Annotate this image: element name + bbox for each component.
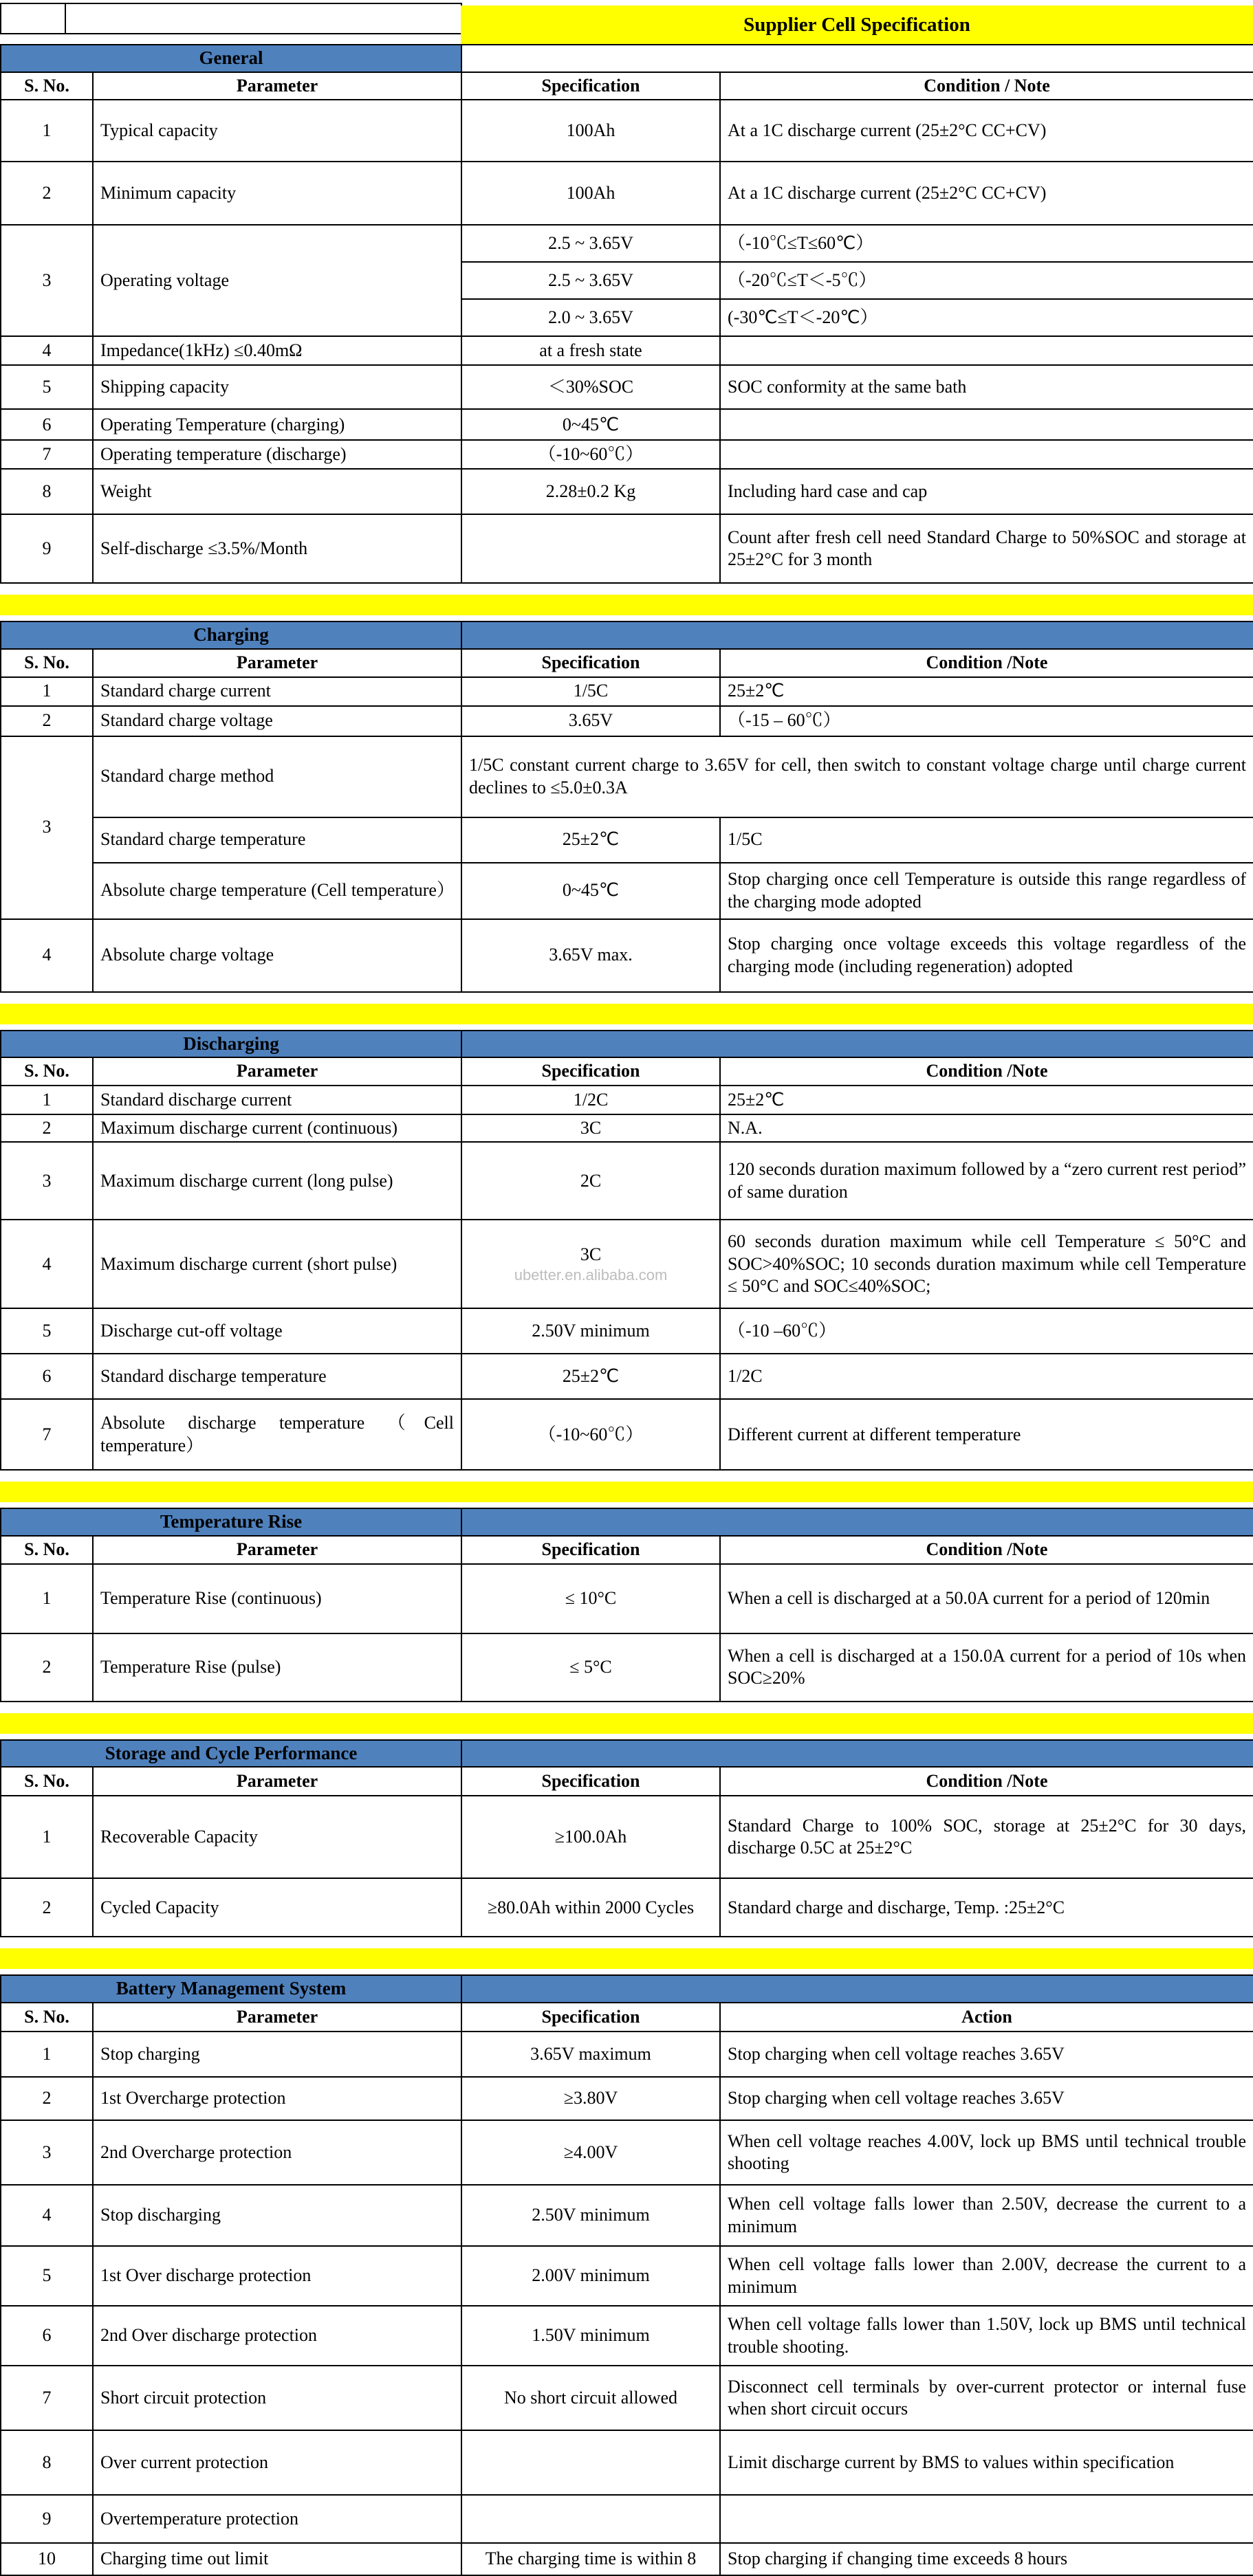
specification-cell: ≤ 5°C bbox=[461, 1633, 720, 1702]
condition-cell: Including hard case and cap bbox=[720, 469, 1253, 514]
empty-cell bbox=[461, 1508, 1253, 1536]
table-row bbox=[1, 1633, 1253, 1702]
column-header-row bbox=[1, 1057, 1253, 1086]
table-row bbox=[1, 225, 1253, 262]
col-header-parameter: Parameter bbox=[93, 72, 461, 100]
section-header-row bbox=[1, 1508, 1253, 1536]
specification-cell: 2.50V minimum bbox=[461, 1308, 720, 1354]
action-cell: Disconnect cell terminals by over-current protector or internal fuse when short circuit occurs bbox=[720, 2366, 1253, 2430]
specification-cell: ≤ 10°C bbox=[461, 1564, 720, 1633]
sno-cell: 9 bbox=[1, 514, 93, 583]
sno-cell: 1 bbox=[1, 1564, 93, 1633]
sno-cell: 3 bbox=[1, 1142, 93, 1220]
sno-cell: 1 bbox=[1, 1796, 93, 1878]
action-cell: When cell voltage falls lower than 1.50V, lock up BMS until technical trouble shooting. bbox=[720, 2306, 1253, 2366]
specification-cell: 2.28±0.2 Kg bbox=[461, 469, 720, 514]
yellow-separator bbox=[0, 1004, 1253, 1024]
table-row bbox=[1, 1399, 1253, 1470]
parameter-cell: Standard charge temperature bbox=[93, 817, 461, 863]
parameter-cell: Overtemperature protection bbox=[93, 2495, 461, 2543]
condition-cell: 1/2C bbox=[720, 1354, 1253, 1399]
condition-cell: （-10 –60℃） bbox=[720, 1308, 1253, 1354]
section-header-row bbox=[1, 1031, 1253, 1058]
specification-cell: 2.5 ~ 3.65V bbox=[461, 262, 720, 299]
column-header-row bbox=[1, 72, 1253, 100]
sno-cell: 2 bbox=[1, 2077, 93, 2120]
col-header-specification: Specification bbox=[461, 1767, 720, 1796]
section-title: Temperature Rise bbox=[1, 1508, 461, 1536]
table-row bbox=[1, 2246, 1253, 2306]
specification-cell: 25±2℃ bbox=[461, 817, 720, 863]
condition-cell bbox=[720, 336, 1253, 365]
specification-cell: 3.65V bbox=[461, 706, 720, 736]
table-row bbox=[1, 736, 1253, 817]
parameter-cell: Standard discharge temperature bbox=[93, 1354, 461, 1399]
table-row bbox=[1, 2306, 1253, 2366]
table-row bbox=[1, 2032, 1253, 2077]
specification-cell: ≥80.0Ah within 2000 Cycles bbox=[461, 1878, 720, 1937]
parameter-cell: Absolute discharge temperature （Cell temperature） bbox=[93, 1399, 461, 1470]
table-row bbox=[1, 1308, 1253, 1354]
condition-cell: 25±2℃ bbox=[720, 1086, 1253, 1114]
table-row bbox=[1, 1114, 1253, 1143]
table-row bbox=[1, 3, 461, 34]
section-title: Battery Management System bbox=[1, 1975, 461, 2003]
col-header-sno: S. No. bbox=[1, 2003, 93, 2032]
table-row bbox=[1, 1878, 1253, 1937]
specification-value: 3C bbox=[580, 1244, 602, 1264]
table-row bbox=[1, 336, 1253, 365]
action-cell: When cell voltage falls lower than 2.50V, decrease the current to a minimum bbox=[720, 2185, 1253, 2246]
col-header-sno: S. No. bbox=[1, 1536, 93, 1564]
condition-cell: Stop charging once voltage exceeds this voltage regardless of the charging mode (including regeneration) adopted bbox=[720, 919, 1253, 992]
condition-cell: （-20℃≤T＜-5℃） bbox=[720, 262, 1253, 299]
empty-cell bbox=[461, 1031, 1253, 1058]
condition-cell: Count after fresh cell need Standard Charge to 50%SOC and storage at 25±2°C for 3 month bbox=[720, 514, 1253, 583]
empty-cell bbox=[461, 45, 1253, 72]
col-header-sno: S. No. bbox=[1, 649, 93, 677]
sno-cell: 6 bbox=[1, 1354, 93, 1399]
sno-cell: 6 bbox=[1, 409, 93, 440]
empty-cell bbox=[1, 3, 65, 34]
parameter-cell: Operating Temperature (charging) bbox=[93, 409, 461, 440]
section-title: Discharging bbox=[1, 1031, 461, 1058]
specification-cell: 0~45℃ bbox=[461, 863, 720, 919]
specification-cell: 1.50V minimum bbox=[461, 2306, 720, 2366]
discharging-table bbox=[0, 1030, 1253, 1471]
col-header-sno: S. No. bbox=[1, 1767, 93, 1796]
sno-cell: 3 bbox=[1, 2120, 93, 2185]
section-header-row bbox=[1, 45, 1253, 72]
specification-cell: ＜30%SOC bbox=[461, 365, 720, 409]
specification-cell: 100Ah bbox=[461, 100, 720, 162]
column-header-row bbox=[1, 2003, 1253, 2032]
parameter-cell: Maximum discharge current (long pulse) bbox=[93, 1142, 461, 1220]
yellow-separator bbox=[0, 1713, 1253, 1734]
col-header-specification: Specification bbox=[461, 649, 720, 677]
specification-cell: 3.65V max. bbox=[461, 919, 720, 992]
table-row bbox=[1, 2185, 1253, 2246]
col-header-condition: Condition / Note bbox=[720, 72, 1253, 100]
condition-cell bbox=[720, 409, 1253, 440]
condition-cell: (-30℃≤T＜-20℃） bbox=[720, 299, 1253, 336]
charging-table bbox=[0, 621, 1253, 992]
col-header-sno: S. No. bbox=[1, 1057, 93, 1086]
specification-cell: 0~45℃ bbox=[461, 409, 720, 440]
empty-cell bbox=[461, 621, 1253, 649]
condition-cell: When a cell is discharged at a 150.0A current for a period of 10s when SOC≥20% bbox=[720, 1633, 1253, 1702]
condition-cell: When a cell is discharged at a 50.0A current for a period of 120min bbox=[720, 1564, 1253, 1633]
sno-cell: 4 bbox=[1, 1220, 93, 1308]
section-title: Charging bbox=[1, 621, 461, 649]
parameter-cell: Operating temperature (discharge) bbox=[93, 440, 461, 469]
condition-cell: SOC conformity at the same bath bbox=[720, 365, 1253, 409]
condition-cell: 120 seconds duration maximum followed by a “zero current rest period” of same duration bbox=[720, 1142, 1253, 1220]
parameter-cell: Weight bbox=[93, 469, 461, 514]
action-cell: When cell voltage falls lower than 2.00V, decrease the current to a minimum bbox=[720, 2246, 1253, 2306]
condition-cell: At a 1C discharge current (25±2°C CC+CV) bbox=[720, 100, 1253, 162]
condition-cell: Standard charge and discharge, Temp. :25±2°C bbox=[720, 1878, 1253, 1937]
condition-cell: N.A. bbox=[720, 1114, 1253, 1143]
sno-cell: 1 bbox=[1, 1086, 93, 1114]
column-header-row bbox=[1, 1767, 1253, 1796]
specification-cell bbox=[461, 2430, 720, 2495]
parameter-cell: Absolute charge voltage bbox=[93, 919, 461, 992]
parameter-cell: Temperature Rise (continuous) bbox=[93, 1564, 461, 1633]
sno-cell: 2 bbox=[1, 1114, 93, 1143]
sno-cell: 9 bbox=[1, 2495, 93, 2543]
sno-cell: 4 bbox=[1, 919, 93, 992]
specification-cell: 100Ah bbox=[461, 162, 720, 225]
table-row bbox=[1, 365, 1253, 409]
temperature-rise-table bbox=[0, 1508, 1253, 1702]
condition-cell: Stop charging once cell Temperature is outside this range regardless of the charging mode adopted bbox=[720, 863, 1253, 919]
col-header-parameter: Parameter bbox=[93, 649, 461, 677]
table-row bbox=[1, 1142, 1253, 1220]
col-header-specification: Specification bbox=[461, 1057, 720, 1086]
parameter-cell: Temperature Rise (pulse) bbox=[93, 1633, 461, 1702]
sno-cell: 2 bbox=[1, 162, 93, 225]
condition-cell: Standard Charge to 100% SOC, storage at 25±2°C for 30 days, discharge 0.5C at 25±2°C bbox=[720, 1796, 1253, 1878]
table-row bbox=[1, 706, 1253, 736]
parameter-cell: Over current protection bbox=[93, 2430, 461, 2495]
action-cell: Stop charging when cell voltage reaches 3.65V bbox=[720, 2077, 1253, 2120]
parameter-cell: 1st Overcharge protection bbox=[93, 2077, 461, 2120]
section-header-row bbox=[1, 1740, 1253, 1768]
sno-cell: 4 bbox=[1, 2185, 93, 2246]
table-row bbox=[1, 2077, 1253, 2120]
table-row bbox=[1, 2495, 1253, 2543]
sno-cell: 1 bbox=[1, 677, 93, 706]
col-header-condition: Condition /Note bbox=[720, 649, 1253, 677]
col-header-condition: Condition /Note bbox=[720, 1767, 1253, 1796]
specification-cell: 3C bbox=[461, 1114, 720, 1143]
specification-cell: （-10~60℃） bbox=[461, 440, 720, 469]
specification-cell: ≥100.0Ah bbox=[461, 1796, 720, 1878]
col-header-parameter: Parameter bbox=[93, 1536, 461, 1564]
sno-cell: 5 bbox=[1, 2246, 93, 2306]
empty-cell bbox=[461, 1975, 1253, 2003]
parameter-cell: Standard charge current bbox=[93, 677, 461, 706]
parameter-cell: Shipping capacity bbox=[93, 365, 461, 409]
condition-cell: 1/5C bbox=[720, 817, 1253, 863]
section-header-row bbox=[1, 621, 1253, 649]
specification-cell: ≥4.00V bbox=[461, 2120, 720, 2185]
section-header-row bbox=[1, 1975, 1253, 2003]
sno-cell: 10 bbox=[1, 2543, 93, 2575]
sno-cell: 1 bbox=[1, 100, 93, 162]
condition-cell: 25±2℃ bbox=[720, 677, 1253, 706]
condition-cell: Different current at different temperature bbox=[720, 1399, 1253, 1470]
table-row bbox=[1, 817, 1253, 863]
specification-cell: ≥3.80V bbox=[461, 2077, 720, 2120]
table-row bbox=[1, 2543, 1253, 2575]
table-row bbox=[1, 440, 1253, 469]
column-header-row bbox=[1, 649, 1253, 677]
action-cell: Stop charging when cell voltage reaches 3.65V bbox=[720, 2032, 1253, 2077]
table-row bbox=[1, 1564, 1253, 1633]
parameter-cell: 2nd Over discharge protection bbox=[93, 2306, 461, 2366]
column-header-row bbox=[1, 1536, 1253, 1564]
condition-cell: 60 seconds duration maximum while cell Temperature ≤ 50°C and SOC>40%SOC; 10 seconds duration maximum while cell Temperature ≤ 50°C and SOC≤40%SOC; bbox=[720, 1220, 1253, 1308]
specification-cell: 2.00V minimum bbox=[461, 2246, 720, 2306]
parameter-cell: Self-discharge ≤3.5%/Month bbox=[93, 514, 461, 583]
col-header-action: Action bbox=[720, 2003, 1253, 2032]
condition-cell: （-10℃≤T≤60℃） bbox=[720, 225, 1253, 262]
parameter-cell: Short circuit protection bbox=[93, 2366, 461, 2430]
table-row bbox=[1, 469, 1253, 514]
empty-cell bbox=[461, 1740, 1253, 1768]
empty-cell bbox=[65, 3, 461, 34]
action-cell: Stop charging if changing time exceeds 8 hours bbox=[720, 2543, 1253, 2575]
page-header bbox=[0, 0, 1253, 44]
sno-cell: 4 bbox=[1, 336, 93, 365]
document-title: Supplier Cell Specification bbox=[461, 5, 1253, 44]
condition-cell bbox=[720, 440, 1253, 469]
yellow-separator bbox=[0, 1482, 1253, 1502]
table-row bbox=[1, 863, 1253, 919]
table-row bbox=[1, 2430, 1253, 2495]
parameter-cell: Absolute charge temperature (Cell temperature） bbox=[93, 863, 461, 919]
sno-cell: 2 bbox=[1, 1633, 93, 1702]
sno-cell: 5 bbox=[1, 365, 93, 409]
specification-cell: （-10~60℃） bbox=[461, 1399, 720, 1470]
col-header-specification: Specification bbox=[461, 2003, 720, 2032]
sno-cell: 2 bbox=[1, 1878, 93, 1937]
parameter-cell: 2nd Overcharge protection bbox=[93, 2120, 461, 2185]
parameter-cell: Charging time out limit bbox=[93, 2543, 461, 2575]
sno-cell: 8 bbox=[1, 469, 93, 514]
sno-cell: 7 bbox=[1, 1399, 93, 1470]
sno-cell: 7 bbox=[1, 2366, 93, 2430]
col-header-specification: Specification bbox=[461, 72, 720, 100]
parameter-cell: Standard charge method bbox=[93, 736, 461, 817]
col-header-parameter: Parameter bbox=[93, 1767, 461, 1796]
specification-cell bbox=[461, 2495, 720, 2543]
sno-cell: 5 bbox=[1, 1308, 93, 1354]
general-table bbox=[0, 44, 1253, 584]
specification-cell: at a fresh state bbox=[461, 336, 720, 365]
condition-cell: At a 1C discharge current (25±2°C CC+CV) bbox=[720, 162, 1253, 225]
parameter-cell: Discharge cut-off voltage bbox=[93, 1308, 461, 1354]
specification-cell: 25±2℃ bbox=[461, 1354, 720, 1399]
table-row bbox=[1, 1086, 1253, 1114]
col-header-condition: Condition /Note bbox=[720, 1057, 1253, 1086]
table-row bbox=[1, 2120, 1253, 2185]
table-row bbox=[1, 1354, 1253, 1399]
sno-cell: 7 bbox=[1, 440, 93, 469]
specification-cell: 2.0 ~ 3.65V bbox=[461, 299, 720, 336]
col-header-parameter: Parameter bbox=[93, 2003, 461, 2032]
parameter-cell: Operating voltage bbox=[93, 225, 461, 336]
parameter-cell: Maximum discharge current (short pulse) bbox=[93, 1220, 461, 1308]
col-header-specification: Specification bbox=[461, 1536, 720, 1564]
parameter-cell: Recoverable Capacity bbox=[93, 1796, 461, 1878]
parameter-cell: Standard charge voltage bbox=[93, 706, 461, 736]
specification-cell: 2.5 ~ 3.65V bbox=[461, 225, 720, 262]
yellow-separator bbox=[0, 595, 1253, 615]
watermark: ubetter.en.alibaba.com bbox=[514, 1266, 668, 1284]
table-row bbox=[1, 2366, 1253, 2430]
action-cell: When cell voltage reaches 4.00V, lock up BMS until technical trouble shooting bbox=[720, 2120, 1253, 2185]
specification-cell: 1/5C bbox=[461, 677, 720, 706]
parameter-cell: Cycled Capacity bbox=[93, 1878, 461, 1937]
col-header-sno: S. No. bbox=[1, 72, 93, 100]
col-header-condition: Condition /Note bbox=[720, 1536, 1253, 1564]
sno-cell: 1 bbox=[1, 2032, 93, 2077]
table-row bbox=[1, 162, 1253, 225]
sno-cell: 2 bbox=[1, 706, 93, 736]
section-title: Storage and Cycle Performance bbox=[1, 1740, 461, 1768]
parameter-cell: Standard discharge current bbox=[93, 1086, 461, 1114]
specification-cell bbox=[461, 514, 720, 583]
storage-cycle-table bbox=[0, 1739, 1253, 1938]
specification-cell: 3.65V maximum bbox=[461, 2032, 720, 2077]
table-row bbox=[1, 100, 1253, 162]
table-row bbox=[1, 514, 1253, 583]
specification-cell: 2.50V minimum bbox=[461, 2185, 720, 2246]
table-row bbox=[1, 1220, 1253, 1308]
action-cell bbox=[720, 2495, 1253, 2543]
action-cell: Limit discharge current by BMS to values within specification bbox=[720, 2430, 1253, 2495]
merged-spec-condition-cell: 1/5C constant current charge to 3.65V for cell, then switch to constant voltage charge until charge current declines to ≤5.0±0.3A bbox=[461, 736, 1253, 817]
section-title: General bbox=[1, 45, 461, 72]
table-row bbox=[1, 919, 1253, 992]
sno-cell: 3 bbox=[1, 736, 93, 919]
condition-cell: （-15 – 60℃） bbox=[720, 706, 1253, 736]
sno-cell: 6 bbox=[1, 2306, 93, 2366]
col-header-parameter: Parameter bbox=[93, 1057, 461, 1086]
parameter-cell: Stop discharging bbox=[93, 2185, 461, 2246]
specification-cell: 1/2C bbox=[461, 1086, 720, 1114]
sno-cell: 3 bbox=[1, 225, 93, 336]
top-left-grid bbox=[0, 3, 462, 34]
specification-cell: The charging time is within 8 bbox=[461, 2543, 720, 2575]
parameter-cell: Minimum capacity bbox=[93, 162, 461, 225]
sno-cell: 8 bbox=[1, 2430, 93, 2495]
specification-cell bbox=[461, 1220, 720, 1308]
parameter-cell: Maximum discharge current (continuous) bbox=[93, 1114, 461, 1143]
specification-cell: No short circuit allowed bbox=[461, 2366, 720, 2430]
parameter-cell: Impedance(1kHz) ≤0.40mΩ bbox=[93, 336, 461, 365]
parameter-cell: Typical capacity bbox=[93, 100, 461, 162]
bms-table bbox=[0, 1974, 1253, 2576]
yellow-separator bbox=[0, 1948, 1253, 1969]
table-row bbox=[1, 1796, 1253, 1878]
parameter-cell: Stop charging bbox=[93, 2032, 461, 2077]
parameter-cell: 1st Over discharge protection bbox=[93, 2246, 461, 2306]
specification-cell: 2C bbox=[461, 1142, 720, 1220]
table-row bbox=[1, 677, 1253, 706]
table-row bbox=[1, 409, 1253, 440]
